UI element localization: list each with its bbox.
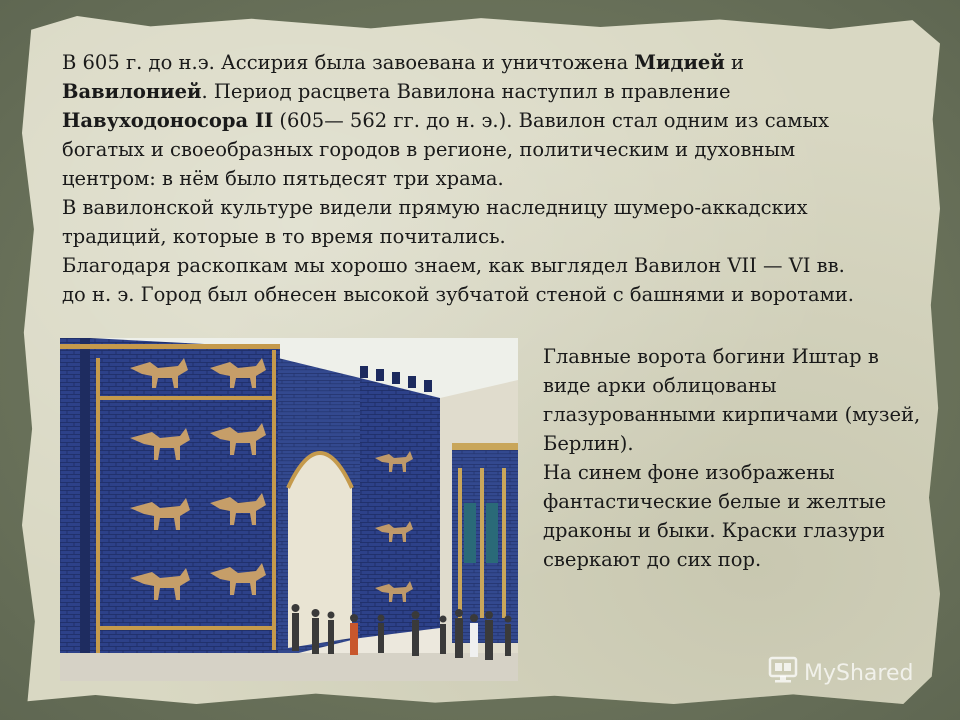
monitor-logo-icon	[768, 656, 798, 690]
ishtar-gate-photo	[60, 338, 518, 681]
watermark	[768, 656, 913, 690]
watermark-text: MyShared	[804, 660, 914, 686]
paragraph-culture: В вавилонской культуре видели прямую наследницу шумеро-аккадских традиций, которые в то время почитались.	[62, 196, 808, 248]
bold-nebuchadnezzar: Навуходоносора II	[62, 109, 274, 132]
paragraph-excavations: Благодаря раскопкам мы хорошо знаем, как выглядел Вавилон VII — VI вв. до н. э. Город был обнесен высокой зубчатой стеной с башнями и воротами.	[62, 254, 854, 306]
bold-babylonia: Вавилонией	[62, 80, 202, 103]
caption-dragons-description: На синем фоне изображены фантастические белые и желтые драконы и быки. Краски глазури сверкают до сих пор.	[543, 461, 887, 571]
main-text-block	[62, 48, 862, 309]
paragraph-assyria: В 605 г. до н.э. Ассирия была завоевана и уничтожена Мидией и Вавилонией. Период расцвета Вавилона наступил в правление Навуходоносора II (605— 562 гг. до н. э.). Вавилон стал одним из самых богатых и своеобразных городов в регионе, политическим и духовным центром: в нём было пятьдесят три храма.	[62, 51, 829, 190]
bold-media: Мидией	[634, 51, 725, 74]
photo-caption	[543, 342, 923, 574]
caption-gate-description: Главные ворота богини Иштар в виде арки облицованы глазурованными кирпичами (музей, Берлин).	[543, 345, 921, 455]
